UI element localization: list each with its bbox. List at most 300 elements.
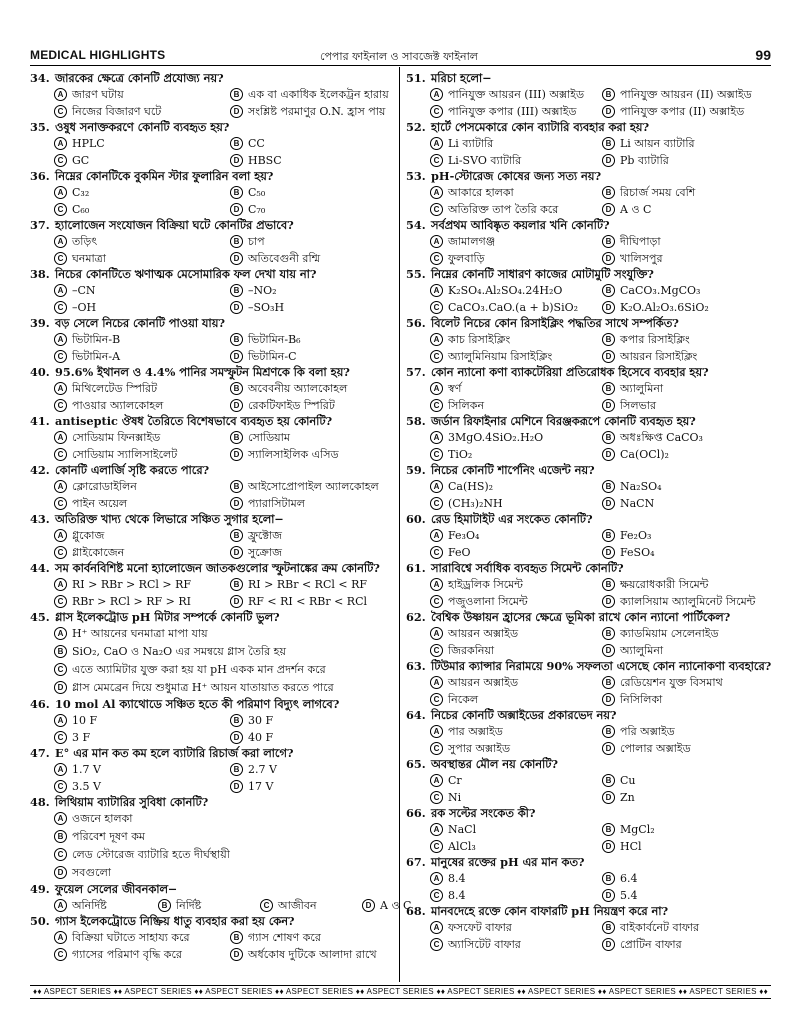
option-marker: D bbox=[602, 644, 615, 657]
answer-option[interactable] bbox=[602, 152, 669, 169]
options-row bbox=[430, 429, 772, 446]
answer-option[interactable] bbox=[230, 397, 335, 414]
answer-option[interactable] bbox=[430, 184, 514, 201]
option-marker: D bbox=[602, 252, 615, 265]
answer-option[interactable] bbox=[430, 397, 484, 414]
option-marker: D bbox=[362, 899, 375, 912]
question-number: 41. bbox=[30, 414, 50, 428]
options-row bbox=[54, 712, 392, 729]
answer-option[interactable] bbox=[602, 331, 690, 348]
option-marker: D bbox=[602, 938, 615, 951]
option-marker: D bbox=[602, 693, 615, 706]
question-number: 61. bbox=[406, 561, 426, 575]
answer-option[interactable] bbox=[230, 201, 265, 218]
answer-option[interactable] bbox=[602, 135, 695, 152]
answer-option[interactable] bbox=[430, 201, 558, 218]
answer-option[interactable] bbox=[602, 544, 655, 561]
question-stem bbox=[406, 169, 772, 184]
option-text: অ্যাসিটেট বাফার bbox=[448, 938, 521, 951]
answer-option[interactable] bbox=[54, 201, 89, 218]
answer-option[interactable] bbox=[602, 838, 642, 855]
question-item bbox=[30, 71, 392, 120]
question-text: অতিরিক্ত খাদ্য থেকে লিভারে সঞ্চিত সুগার হলো− bbox=[55, 512, 284, 526]
options-row bbox=[430, 674, 772, 691]
option-text: HCl bbox=[620, 840, 642, 853]
answer-option[interactable] bbox=[430, 495, 503, 512]
question-text: 95.6% ইথানল ও 4.4% পানির সমস্ফুটন মিশ্রণকে কি বলা হয়? bbox=[55, 365, 350, 379]
answer-option[interactable] bbox=[54, 946, 182, 963]
answer-option[interactable] bbox=[54, 250, 106, 267]
options-row bbox=[54, 761, 392, 778]
answer-option[interactable] bbox=[54, 810, 132, 827]
answer-option[interactable] bbox=[54, 446, 177, 463]
option-text: সিলভার bbox=[620, 399, 657, 412]
question-number: 50. bbox=[30, 914, 50, 928]
answer-option[interactable] bbox=[230, 527, 282, 544]
option-text: Ca(OCl)₂ bbox=[620, 448, 669, 461]
answer-option[interactable] bbox=[230, 103, 385, 120]
answer-option[interactable] bbox=[430, 674, 518, 691]
option-text: 17 V bbox=[248, 780, 274, 793]
answer-option[interactable] bbox=[230, 135, 265, 152]
option-marker: B bbox=[602, 235, 615, 248]
options-row bbox=[54, 184, 392, 201]
option-marker: A bbox=[430, 823, 443, 836]
answer-option[interactable] bbox=[430, 887, 466, 904]
option-text: Ca(HS)₂ bbox=[448, 480, 494, 493]
answer-option[interactable] bbox=[362, 897, 411, 914]
answer-option[interactable] bbox=[430, 576, 523, 593]
option-marker: B bbox=[230, 333, 243, 346]
option-marker: C bbox=[54, 252, 67, 265]
answer-option[interactable] bbox=[230, 446, 339, 463]
option-marker: C bbox=[430, 203, 443, 216]
question-item bbox=[30, 365, 392, 414]
option-text: অবেবনীয় অ্যালকোহল bbox=[248, 382, 348, 395]
option-text: পানিযুক্ত কপার (III) অক্সাইড bbox=[448, 105, 577, 118]
answer-option[interactable] bbox=[54, 397, 163, 414]
option-text: Ni bbox=[448, 791, 462, 804]
answer-option[interactable] bbox=[602, 772, 636, 789]
options-row bbox=[54, 250, 392, 267]
answer-option[interactable] bbox=[230, 380, 347, 397]
option-marker: A bbox=[430, 578, 443, 591]
question-item bbox=[30, 882, 412, 914]
answer-option[interactable] bbox=[54, 712, 97, 729]
answer-option[interactable] bbox=[158, 897, 201, 914]
answer-option[interactable] bbox=[230, 946, 377, 963]
answer-option[interactable] bbox=[430, 478, 493, 495]
answer-option[interactable] bbox=[54, 625, 208, 642]
answer-option[interactable] bbox=[430, 723, 503, 740]
option-text: আয়রন রিসাইক্লিং bbox=[620, 350, 698, 363]
answer-option[interactable] bbox=[230, 729, 273, 746]
answer-option[interactable] bbox=[602, 870, 638, 887]
option-text: অ্যালুমিনা bbox=[620, 382, 664, 395]
option-text: সিলিকন bbox=[448, 399, 485, 412]
answer-option[interactable] bbox=[230, 233, 265, 250]
option-text: জারণ ঘটায় bbox=[72, 88, 124, 101]
answer-option[interactable] bbox=[602, 625, 719, 642]
option-marker: A bbox=[430, 137, 443, 150]
option-marker: C bbox=[430, 644, 443, 657]
answer-option[interactable] bbox=[602, 887, 638, 904]
answer-option[interactable] bbox=[430, 348, 552, 365]
option-text: 3.5 V bbox=[72, 780, 101, 793]
question-text: সারাবিশ্বে সর্বাধিক ব্যবহৃত সিমেন্ট কোনটি? bbox=[431, 561, 624, 575]
option-marker: A bbox=[54, 431, 67, 444]
answer-option[interactable] bbox=[430, 870, 466, 887]
page-footer: ♦♦ ASPECT SERIES ♦♦ ASPECT SERIES ♦♦ ASPECT SERIES ♦♦ ASPECT SERIES ♦♦ ASPECT SERIES ♦♦ ASPECT SERIES ♦♦ ASPECT SERIES ♦♦ ASPECT SERIES ♦♦ ASPECT SERIES ♦♦ bbox=[30, 985, 771, 999]
answer-option[interactable] bbox=[54, 495, 127, 512]
answer-option[interactable] bbox=[602, 446, 669, 463]
option-marker: C bbox=[430, 693, 443, 706]
answer-option[interactable] bbox=[54, 152, 89, 169]
answer-option[interactable] bbox=[602, 380, 663, 397]
option-text: এতে অ্যামিটার যুক্ত করা হয় যা pH একক মান প্রদর্শন করে bbox=[72, 663, 326, 676]
option-marker: D bbox=[230, 731, 243, 744]
answer-option[interactable] bbox=[430, 642, 494, 659]
option-marker: A bbox=[430, 382, 443, 395]
option-text: C₆₀ bbox=[72, 203, 90, 216]
option-marker: B bbox=[602, 774, 615, 787]
answer-option[interactable] bbox=[430, 429, 543, 446]
question-text: ওষুধ সনাক্তকরণে কোনটি ব্যবহৃত হয়? bbox=[55, 120, 230, 134]
question-stem bbox=[406, 855, 772, 870]
question-item bbox=[406, 512, 772, 561]
answer-option[interactable] bbox=[54, 828, 145, 845]
option-marker: A bbox=[430, 725, 443, 738]
answer-option[interactable] bbox=[230, 86, 389, 103]
options-row bbox=[54, 282, 392, 299]
question-item bbox=[406, 708, 772, 757]
answer-option[interactable] bbox=[430, 233, 495, 250]
answer-option[interactable] bbox=[430, 103, 577, 120]
answer-option[interactable] bbox=[54, 86, 124, 103]
answer-option[interactable] bbox=[602, 576, 708, 593]
answer-option[interactable] bbox=[230, 544, 282, 561]
answer-option[interactable] bbox=[602, 184, 695, 201]
question-text: pH-স্টোরেজ কোষের জন্য সত্য নয়? bbox=[431, 169, 602, 183]
answer-option[interactable] bbox=[54, 729, 90, 746]
answer-option[interactable] bbox=[602, 740, 691, 757]
answer-option[interactable] bbox=[54, 429, 160, 446]
question-item bbox=[406, 463, 772, 512]
answer-option[interactable] bbox=[230, 429, 290, 446]
answer-option[interactable] bbox=[430, 691, 478, 708]
answer-option[interactable] bbox=[54, 643, 286, 660]
question-stem bbox=[406, 267, 772, 282]
question-stem bbox=[406, 414, 772, 429]
answer-option[interactable] bbox=[230, 299, 284, 316]
answer-option[interactable] bbox=[230, 495, 305, 512]
answer-option[interactable] bbox=[602, 674, 723, 691]
answer-option[interactable] bbox=[602, 233, 661, 250]
option-marker: A bbox=[430, 186, 443, 199]
answer-option[interactable] bbox=[430, 86, 584, 103]
options-row bbox=[54, 828, 392, 846]
answer-option[interactable] bbox=[602, 299, 709, 316]
answer-option[interactable] bbox=[602, 821, 655, 838]
answer-option[interactable] bbox=[54, 478, 137, 495]
answer-option[interactable] bbox=[54, 897, 107, 914]
answer-option[interactable] bbox=[602, 282, 700, 299]
option-marker: A bbox=[54, 137, 67, 150]
answer-option[interactable] bbox=[230, 929, 321, 946]
answer-option[interactable] bbox=[54, 299, 96, 316]
question-text: রক সল্টের সংকেত কী? bbox=[431, 806, 536, 820]
answer-option[interactable] bbox=[430, 152, 521, 169]
answer-option[interactable] bbox=[54, 184, 89, 201]
question-stem bbox=[406, 904, 772, 919]
options-row bbox=[54, 201, 392, 218]
option-text: জিরকনিয়া bbox=[448, 644, 495, 657]
options-row bbox=[54, 946, 392, 963]
option-text: সোডিয়াম bbox=[248, 431, 290, 444]
options-row bbox=[430, 740, 772, 757]
options-row bbox=[430, 397, 772, 414]
answer-option[interactable] bbox=[602, 527, 651, 544]
option-text: পরিবেশ দূষণ কম bbox=[72, 830, 146, 843]
option-text: বাইকার্বনেট বাফার bbox=[620, 921, 700, 934]
option-marker: D bbox=[230, 497, 243, 510]
answer-option[interactable] bbox=[230, 593, 367, 610]
question-number: 56. bbox=[406, 316, 426, 330]
answer-option[interactable] bbox=[230, 576, 367, 593]
answer-option[interactable] bbox=[602, 495, 654, 512]
option-text: জামালগঞ্জ bbox=[448, 235, 496, 248]
option-marker: B bbox=[602, 676, 615, 689]
answer-option[interactable] bbox=[54, 929, 190, 946]
option-text: তড়িৎ bbox=[72, 235, 98, 248]
option-text: সুক্রোজ bbox=[248, 546, 282, 559]
option-marker: A bbox=[430, 872, 443, 885]
answer-option[interactable] bbox=[602, 250, 663, 267]
answer-option[interactable] bbox=[230, 282, 277, 299]
question-item bbox=[406, 855, 772, 904]
options-row bbox=[54, 864, 392, 882]
answer-option[interactable] bbox=[602, 478, 662, 495]
option-marker: A bbox=[54, 480, 67, 493]
answer-option[interactable] bbox=[54, 233, 97, 250]
options-row bbox=[430, 299, 772, 316]
answer-option[interactable] bbox=[230, 152, 282, 169]
option-text: পানিযুক্ত আয়রন (III) অক্সাইড bbox=[448, 88, 585, 101]
option-marker: C bbox=[54, 301, 67, 314]
answer-option[interactable] bbox=[54, 135, 105, 152]
question-stem bbox=[30, 169, 392, 184]
question-item bbox=[406, 120, 772, 169]
answer-option[interactable] bbox=[54, 846, 230, 863]
answer-option[interactable] bbox=[54, 348, 120, 365]
answer-option[interactable] bbox=[430, 772, 462, 789]
option-marker: C bbox=[430, 742, 443, 755]
option-text: 10 F bbox=[72, 714, 98, 727]
option-marker: C bbox=[54, 350, 67, 363]
option-text: অনির্দিষ্ট bbox=[72, 899, 107, 912]
answer-option[interactable] bbox=[430, 838, 476, 855]
option-text: A ও C bbox=[380, 899, 412, 912]
options-row bbox=[54, 625, 392, 643]
left-column bbox=[30, 71, 412, 963]
option-text: –NO₂ bbox=[248, 284, 277, 297]
answer-option[interactable] bbox=[602, 691, 662, 708]
option-marker: A bbox=[54, 284, 67, 297]
option-marker: A bbox=[54, 899, 67, 912]
option-marker: C bbox=[54, 497, 67, 510]
answer-option[interactable] bbox=[54, 761, 101, 778]
answer-option[interactable] bbox=[602, 919, 699, 936]
option-text: হাইড্রলিক সিমেন্ট bbox=[448, 578, 523, 591]
question-text: নিম্নের কোনটিকে বুকমিন স্টার ফুলারিন বলা হয়? bbox=[55, 169, 274, 183]
option-marker: D bbox=[602, 448, 615, 461]
option-marker: B bbox=[230, 578, 243, 591]
question-item bbox=[30, 795, 392, 882]
answer-option[interactable] bbox=[430, 299, 578, 316]
answer-option[interactable] bbox=[230, 712, 273, 729]
answer-option[interactable] bbox=[602, 348, 697, 365]
option-text: অ্যালুমিনা bbox=[620, 644, 664, 657]
option-text: MgCl₂ bbox=[620, 823, 655, 836]
question-stem bbox=[406, 659, 772, 674]
option-marker: C bbox=[54, 780, 67, 793]
answer-option[interactable] bbox=[430, 446, 472, 463]
answer-option[interactable] bbox=[430, 821, 476, 838]
question-stem bbox=[30, 365, 392, 380]
question-text: কোনটি এলার্জি সৃষ্টি করতে পারে? bbox=[55, 463, 210, 477]
answer-option[interactable] bbox=[230, 184, 265, 201]
question-text: নিম্নের কোনটি সাধারণ কাজের মোটামুটি সংযুক্তি? bbox=[431, 267, 654, 281]
answer-option[interactable] bbox=[54, 331, 120, 348]
answer-option[interactable] bbox=[430, 544, 471, 561]
answer-option[interactable] bbox=[54, 679, 334, 696]
option-text: 6.4 bbox=[620, 872, 638, 885]
answer-option[interactable] bbox=[430, 527, 479, 544]
question-text: সম কার্বনবিশিষ্ট মনো হ্যালোজেন জাতকগুলোর স্ফুটনাঙ্কের ক্রম কোনটি? bbox=[55, 561, 380, 575]
option-text: গ্লুকোজ bbox=[72, 529, 105, 542]
answer-option[interactable] bbox=[230, 250, 320, 267]
option-text: 5.4 bbox=[620, 889, 638, 902]
question-item bbox=[406, 218, 772, 267]
question-stem bbox=[406, 365, 772, 380]
option-text: গ্যাস শোষণ করে bbox=[248, 931, 321, 944]
option-marker: D bbox=[602, 105, 615, 118]
answer-option[interactable] bbox=[602, 936, 682, 953]
option-marker: A bbox=[430, 480, 443, 493]
option-text: লেড স্টোরেজ ব্যাটারি হতে দীর্ঘস্থায়ী bbox=[72, 848, 230, 861]
answer-option[interactable] bbox=[430, 593, 528, 610]
option-text: K₂SO₄.Al₂SO₄.24H₂O bbox=[448, 284, 563, 297]
answer-option[interactable] bbox=[54, 527, 104, 544]
option-marker: C bbox=[260, 899, 273, 912]
answer-option[interactable] bbox=[230, 348, 296, 365]
option-text: 30 F bbox=[248, 714, 274, 727]
option-text: মিথিলেটেড স্পিরিট bbox=[72, 382, 158, 395]
option-marker: C bbox=[54, 448, 67, 461]
option-marker: B bbox=[602, 186, 615, 199]
question-text: নিচের কোনটি অক্সাইডের প্রকারভেদ নয়? bbox=[431, 708, 617, 722]
option-text: নির্দিষ্ট bbox=[176, 899, 202, 912]
answer-option[interactable] bbox=[430, 250, 485, 267]
options-row bbox=[430, 870, 772, 887]
option-marker: D bbox=[602, 154, 615, 167]
option-marker: D bbox=[230, 154, 243, 167]
page-number: 99 bbox=[755, 47, 771, 63]
option-marker: D bbox=[230, 203, 243, 216]
answer-option[interactable] bbox=[430, 331, 510, 348]
answer-option[interactable] bbox=[54, 576, 191, 593]
option-text: H⁺ আয়নের ঘনমাত্রা মাপা যায় bbox=[72, 627, 208, 640]
answer-option[interactable] bbox=[54, 778, 101, 795]
answer-option[interactable] bbox=[602, 103, 744, 120]
option-text: স্যালিসাইলিক এসিড bbox=[248, 448, 339, 461]
answer-option[interactable] bbox=[54, 380, 157, 397]
answer-option[interactable] bbox=[602, 789, 635, 806]
answer-option[interactable] bbox=[260, 897, 317, 914]
option-text: চাপ bbox=[248, 235, 265, 248]
answer-option[interactable] bbox=[430, 789, 461, 806]
answer-option[interactable] bbox=[430, 740, 510, 757]
option-text: 2.7 V bbox=[248, 763, 277, 776]
option-marker: C bbox=[430, 791, 443, 804]
answer-option[interactable] bbox=[54, 593, 191, 610]
option-text: পোলার অক্সাইড bbox=[620, 742, 691, 755]
answer-option[interactable] bbox=[230, 778, 273, 795]
answer-option[interactable] bbox=[430, 282, 562, 299]
answer-option[interactable] bbox=[54, 661, 326, 678]
answer-option[interactable] bbox=[54, 544, 124, 561]
answer-option[interactable] bbox=[54, 864, 111, 881]
answer-option[interactable] bbox=[230, 761, 277, 778]
options-row bbox=[430, 544, 772, 561]
option-text: নিকেল bbox=[448, 693, 479, 706]
answer-option[interactable] bbox=[602, 397, 656, 414]
answer-option[interactable] bbox=[54, 103, 161, 120]
answer-option[interactable] bbox=[430, 936, 521, 953]
answer-option[interactable] bbox=[602, 723, 675, 740]
option-text: FeO bbox=[448, 546, 471, 559]
header-rule bbox=[30, 65, 771, 66]
answer-option[interactable] bbox=[230, 478, 379, 495]
question-stem bbox=[30, 463, 392, 478]
option-text: 40 F bbox=[248, 731, 274, 744]
option-marker: B bbox=[602, 137, 615, 150]
question-number: 36. bbox=[30, 169, 50, 183]
option-marker: B bbox=[230, 137, 243, 150]
option-text: আইসোপ্রোপাইল অ্যালকোহল bbox=[248, 480, 379, 493]
answer-option[interactable] bbox=[602, 642, 663, 659]
option-marker: A bbox=[430, 431, 443, 444]
question-item bbox=[30, 169, 392, 218]
answer-option[interactable] bbox=[430, 625, 518, 642]
answer-option[interactable] bbox=[430, 135, 493, 152]
question-number: 59. bbox=[406, 463, 426, 477]
option-marker: C bbox=[430, 105, 443, 118]
question-item bbox=[30, 463, 392, 512]
answer-option[interactable] bbox=[602, 86, 752, 103]
option-text: নিসিলিকা bbox=[620, 693, 663, 706]
answer-option[interactable] bbox=[602, 429, 703, 446]
answer-option[interactable] bbox=[602, 201, 651, 218]
answer-option[interactable] bbox=[602, 593, 755, 610]
answer-option[interactable] bbox=[430, 919, 512, 936]
answer-option[interactable] bbox=[430, 380, 461, 397]
question-number: 53. bbox=[406, 169, 426, 183]
answer-option[interactable] bbox=[230, 331, 301, 348]
option-marker: D bbox=[602, 742, 615, 755]
question-text: নিচের কোনটিতে ঋণাত্মক মেসোমারিক ফল দেখা যায় না? bbox=[55, 267, 317, 281]
answer-option[interactable] bbox=[54, 282, 96, 299]
